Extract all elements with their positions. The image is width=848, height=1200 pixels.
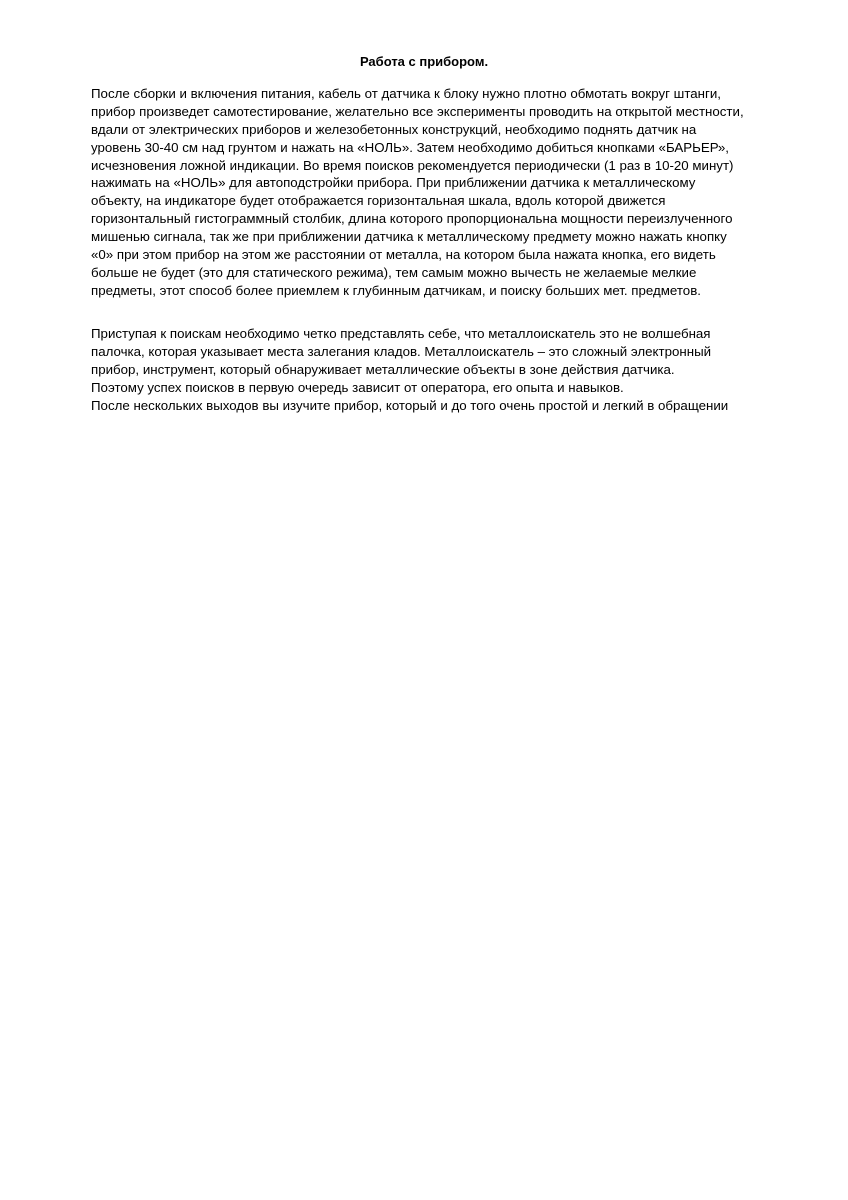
text-line: прибор произведет самотестирование, желательно все эксперименты проводить на открытой местности, bbox=[91, 103, 744, 119]
text-line: После нескольких выходов вы изучите прибор, который и до того очень простой и легкий в обращении bbox=[91, 397, 729, 413]
text-line: уровень 30-40 см над грунтом и нажать на «НОЛЬ». Затем необходимо добиться кнопками «БАРЬЕР», bbox=[91, 139, 729, 155]
text-line: исчезновения ложной индикации. Во время поисков рекомендуется периодически (1 раз в 10-20 минут) bbox=[91, 157, 734, 173]
text-line: нажимать на «НОЛЬ» для автоподстройки прибора. При приближении датчика к металлическому bbox=[91, 175, 696, 191]
text-line: Приступая к поискам необходимо четко представлять себе, что металлоискатель это не волшебная bbox=[91, 326, 711, 341]
paragraph-advice bbox=[91, 325, 791, 414]
text-line: Поэтому успех поисков в первую очередь зависит от оператора, его опыта и навыков. bbox=[91, 379, 624, 395]
text-line: больше не будет (это для статического режима), тем самым можно вычесть не желаемые мелкие bbox=[91, 264, 697, 280]
document-title: Работа с прибором. bbox=[359, 54, 489, 69]
text-line: мишенью сигнала, так же при приближении датчика к металлическому предмету можно нажать кнопку bbox=[91, 229, 727, 245]
text-line: вдали от электрических приборов и железобетонных конструкций, необходимо поднять датчик на bbox=[91, 121, 697, 137]
text-line: После сборки и включения питания, кабель от датчика к блоку нужно плотно обмотать вокруг штанги, bbox=[91, 86, 721, 101]
paragraph-setup bbox=[91, 85, 791, 300]
text-line: «0» при этом прибор на этом же расстоянии от металла, на котором была нажата кнопка, его видеть bbox=[91, 247, 716, 263]
text-line: объекту, на индикаторе будет отображается горизонтальная шкала, вдоль которой движется bbox=[91, 193, 666, 209]
text-line: палочка, которая указывает места залегания кладов. Металлоискатель – это сложный электронный bbox=[91, 343, 712, 359]
text-line: горизонтальный гистограммный столбик, длина которого пропорциональна мощности переизлученного bbox=[91, 211, 733, 227]
text-line: прибор, инструмент, который обнаруживает металлические объекты в зоне действия датчика. bbox=[91, 361, 675, 377]
text-line: предметы, этот способ более приемлем к глубинным датчикам, и поиску больших мет. предметов. bbox=[91, 282, 701, 298]
